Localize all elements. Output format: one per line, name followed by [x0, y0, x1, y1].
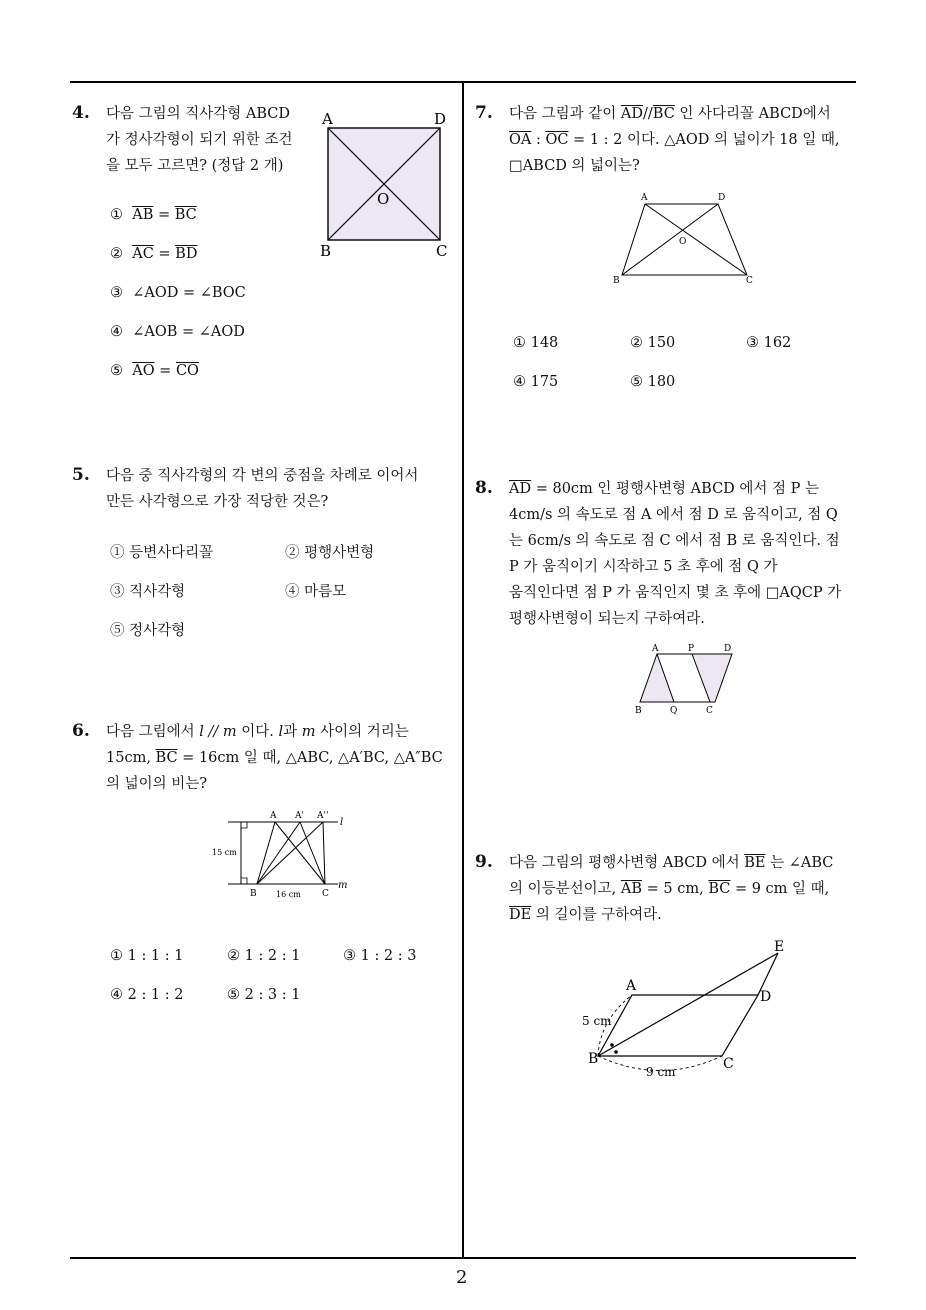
- label-B: B: [320, 242, 332, 260]
- option-2[interactable]: ② 1 : 2 : 1: [227, 948, 301, 964]
- svg-text:D: D: [724, 644, 732, 654]
- svg-text:A': A': [295, 811, 304, 821]
- svg-text:A: A: [652, 644, 659, 654]
- q6-figure-parallel-lines: [210, 810, 370, 900]
- option-2[interactable]: ② $\overline{AC} = \overline{BD}$: [110, 246, 198, 262]
- bottom-rule: [70, 1257, 856, 1259]
- svg-text:9 cm: 9 cm: [646, 1065, 676, 1079]
- option-4[interactable]: ④ 2 : 1 : 2: [110, 987, 184, 1003]
- label-D: D: [434, 110, 447, 128]
- question-text: 다음 그림에서 l // m 이다. l과 m 사이의 거리는 15cm, $\overline{BC} = 16cm$ 일 때, △ABC, △A′BC, △A″BC 의 넓이의 비는?: [106, 724, 443, 792]
- option-2[interactable]: ② 평행사변형: [285, 545, 375, 561]
- q7-figure-trapezoid: [610, 190, 770, 290]
- question-number: 6.: [72, 721, 90, 741]
- option-5[interactable]: ⑤ $\overline{AO} = \overline{CO}$: [110, 363, 199, 379]
- option-3[interactable]: ③ 162: [746, 335, 792, 351]
- svg-text:B: B: [613, 276, 620, 286]
- question-text: $\overline{AD} = 80cm$ 인 평행사변형 ABCD 에서 점 P 는 4cm/s 의 속도로 점 A 에서 점 D 로 움직이고, 점 Q 는 6cm/s 의 속도로 점 C 에서 점 B 로 움직인다. 점 P 가 움직이기 시작하고 5 초 후에 점 Q 가 움직인다면 점 P 가 움직인지 몇 초 후에 □AQCP 가 평행사변형이 되는지 구하여라.: [509, 481, 842, 627]
- option-2[interactable]: ② 150: [630, 335, 676, 351]
- q4-figure-rectangle: [318, 110, 448, 260]
- option-5[interactable]: ⑤ 2 : 3 : 1: [227, 987, 301, 1003]
- option-4[interactable]: ④ ∠AOB = ∠AOD: [110, 324, 245, 340]
- svg-text:B: B: [250, 889, 257, 899]
- svg-text:C: C: [723, 1056, 734, 1072]
- svg-text:O: O: [679, 237, 687, 247]
- question-number: 7.: [475, 103, 493, 123]
- svg-text:D: D: [760, 989, 772, 1005]
- option-5[interactable]: ⑤ 정사각형: [110, 623, 186, 639]
- svg-text:m: m: [338, 880, 348, 891]
- svg-text:P: P: [688, 644, 695, 654]
- svg-text:B: B: [635, 706, 642, 716]
- svg-text:B: B: [588, 1051, 599, 1067]
- question-number: 4.: [72, 103, 90, 123]
- question-text: 다음 그림의 평행사변형 ABCD 에서 $\overline{BE}$ 는 ∠ABC 의 이등분선이고, $\overline{AB} = 5$ cm, $\overline{BC} = 9$ cm 일 때, $\overline{DE}$ 의 길이를 구하여라.: [509, 855, 834, 923]
- question-text: 다음 중 직사각형의 각 변의 중점을 차례로 이어서 만든 사각형으로 가장 적당한 것은?: [106, 468, 419, 510]
- svg-text:15 cm: 15 cm: [212, 848, 237, 857]
- option-1[interactable]: ① 148: [513, 335, 559, 351]
- svg-text:A: A: [270, 811, 277, 821]
- question-number: 8.: [475, 478, 493, 498]
- question-number: 5.: [72, 465, 90, 485]
- label-C: C: [436, 242, 448, 260]
- q8-figure-parallelogram: [630, 640, 760, 720]
- option-4[interactable]: ④ 마름모: [285, 584, 347, 600]
- option-1[interactable]: ① $\overline{AB} = \overline{BC}$: [110, 207, 197, 223]
- q9-figure-parallelogram: [570, 935, 800, 1085]
- question-number: 9.: [475, 852, 493, 872]
- option-3[interactable]: ③ 1 : 2 : 3: [343, 948, 417, 964]
- svg-text:Q: Q: [670, 706, 678, 716]
- option-5[interactable]: ⑤ 180: [630, 374, 676, 390]
- question-text: 다음 그림의 직사각형 ABCD 가 정사각형이 되기 위한 조건 을 모두 고르면? (정답 2 개): [106, 106, 293, 174]
- question-text: 다음 그림과 같이 $\overline{AD}//\overline{BC}$ 인 사다리꼴 ABCD에서 $\overline{OA}$ : $\overline{OC} = 1$ : 2 이다. △AOD 의 넓이가 18 일 때, □ABCD 의 넓이는?: [509, 106, 840, 174]
- svg-text:C: C: [322, 889, 329, 899]
- option-1[interactable]: ① 1 : 1 : 1: [110, 948, 184, 964]
- svg-text:5 cm: 5 cm: [582, 1014, 612, 1028]
- svg-text:l: l: [340, 817, 344, 828]
- svg-text:16 cm: 16 cm: [276, 890, 301, 899]
- svg-text:A'': A'': [317, 811, 329, 821]
- svg-text:A: A: [626, 978, 637, 994]
- page-number: 2: [456, 1267, 468, 1288]
- label-A: A: [322, 110, 333, 128]
- option-4[interactable]: ④ 175: [513, 374, 559, 390]
- svg-text:D: D: [718, 193, 726, 203]
- svg-text:C: C: [706, 706, 713, 716]
- svg-text:A: A: [641, 193, 648, 203]
- option-3[interactable]: ③ ∠AOD = ∠BOC: [110, 285, 246, 301]
- svg-text:C: C: [746, 276, 753, 286]
- label-O: O: [377, 190, 390, 208]
- column-divider: [462, 81, 464, 1259]
- svg-text:E: E: [774, 939, 785, 955]
- option-3[interactable]: ③ 직사각형: [110, 584, 186, 600]
- option-1[interactable]: ① 등변사다리꼴: [110, 545, 214, 561]
